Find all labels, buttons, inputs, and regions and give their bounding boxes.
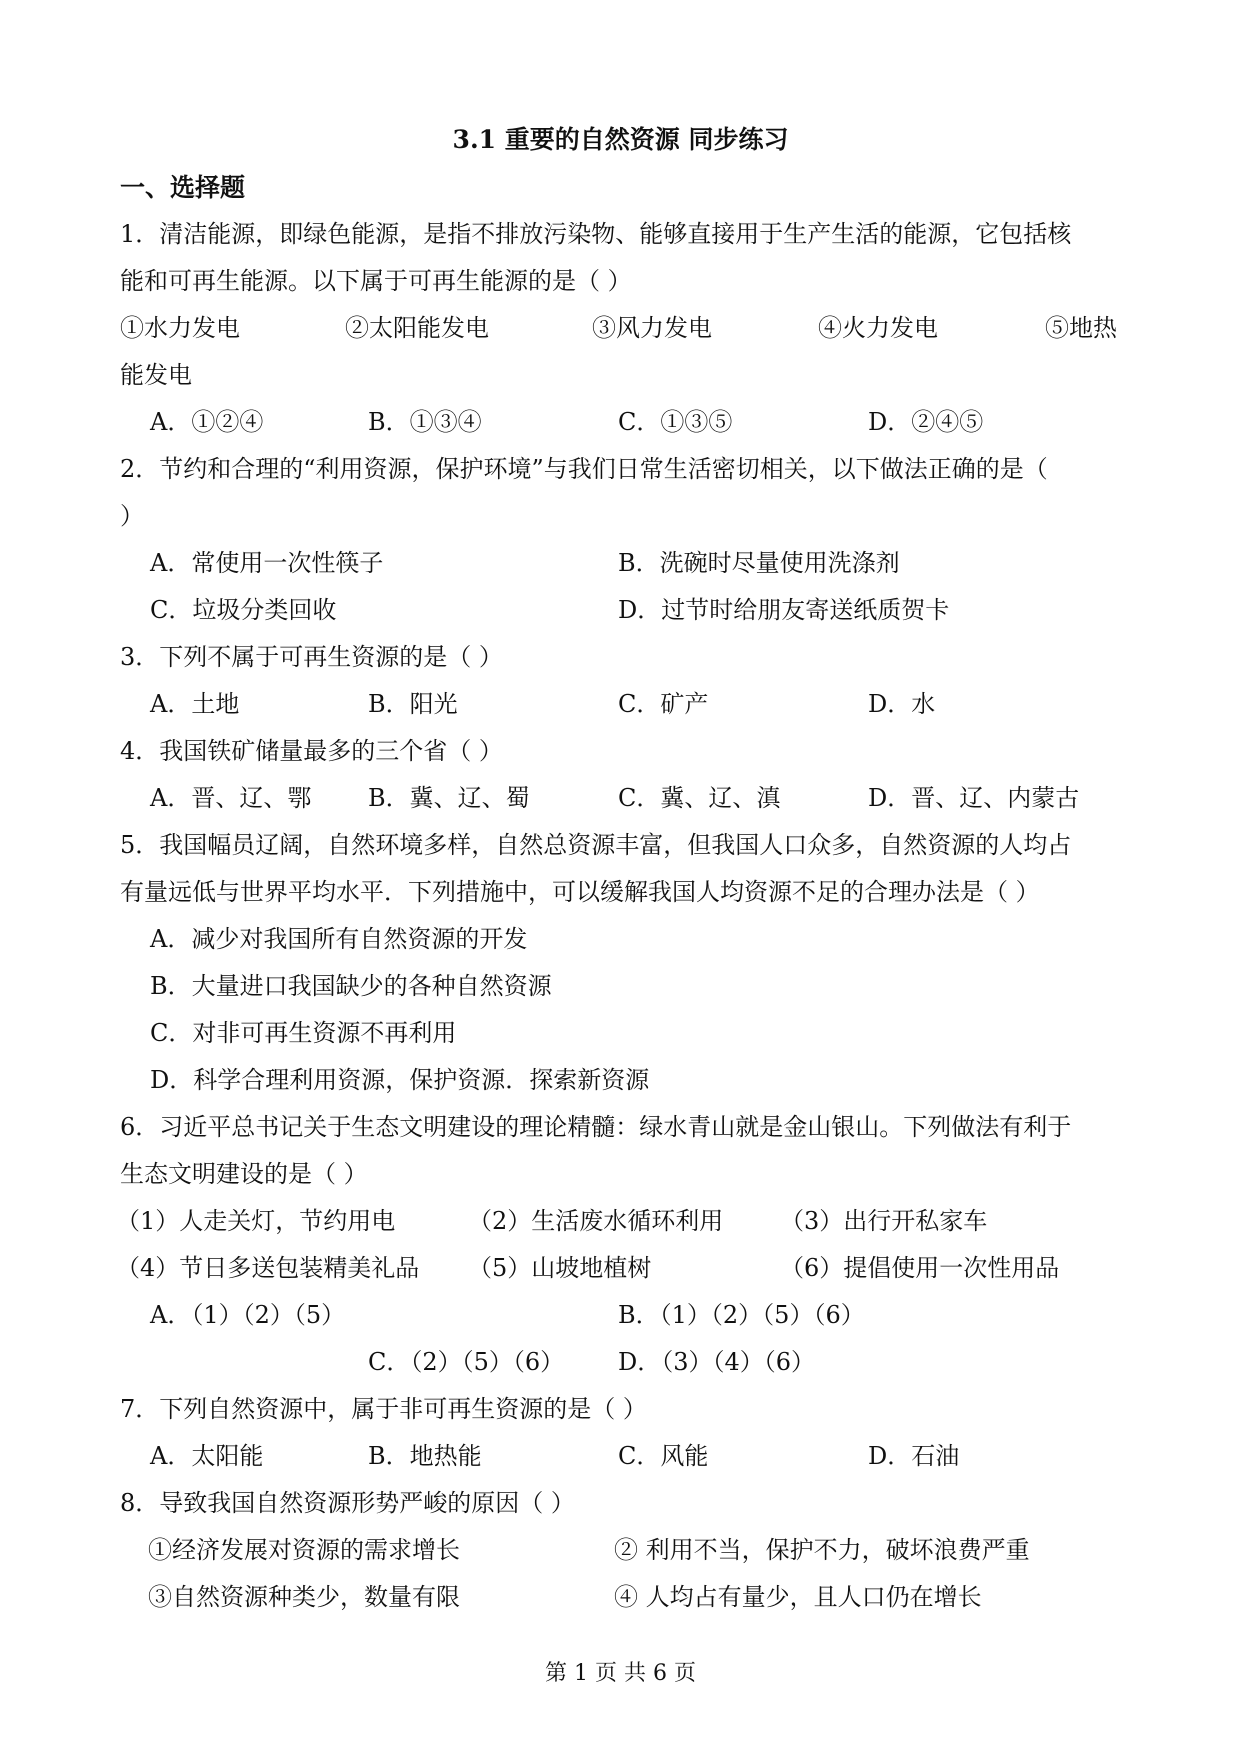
question-1-line-2: 能和可再生能源。以下属于可再生能源的是（ ） — [120, 267, 632, 295]
question-4-option-a: A．晋、辽、鄂 — [150, 784, 312, 812]
question-4-option-d: D．晋、辽、内蒙古 — [868, 784, 1080, 812]
question-1-line-1: 1．清洁能源，即绿色能源，是指不排放污染物、能够直接用于生产生活的能源，它包括核 — [120, 220, 1072, 248]
question-8-item: ④ 人均占有量少，且人口仍在增长 — [614, 1583, 982, 1611]
question-1-item: ②太阳能发电 — [345, 314, 489, 342]
question-1-option-b: B．①③④ — [368, 408, 482, 436]
question-4-option-c: C．冀、辽、滇 — [618, 784, 781, 812]
question-5-option-b: B．大量进口我国缺少的各种自然资源 — [150, 972, 552, 1000]
question-1-item: ③风力发电 — [592, 314, 712, 342]
question-4-option-b: B．冀、辽、蜀 — [368, 784, 530, 812]
question-1-item-cont: 能发电 — [120, 361, 192, 389]
question-2-option-d: D．过节时给朋友寄送纸质贺卡 — [618, 596, 950, 624]
question-6-line-2: 生态文明建设的是（ ） — [120, 1160, 368, 1188]
question-6-item: （4）节日多送包装精美礼品 — [116, 1254, 420, 1282]
page-title: 3.1 重要的自然资源 同步练习 — [452, 125, 789, 154]
question-2-option-b: B．洗碗时尽量使用洗涤剂 — [618, 549, 900, 577]
question-3-line-1: 3．下列不属于可再生资源的是（ ） — [120, 643, 503, 671]
question-7-option-d: D．石油 — [868, 1442, 960, 1470]
question-2-option-c: C．垃圾分类回收 — [150, 596, 337, 624]
question-2-line-1: 2．节约和合理的“利用资源，保护环境”与我们日常生活密切相关，以下做法正确的是（ — [120, 455, 1048, 483]
question-5-option-a: A．减少对我国所有自然资源的开发 — [150, 925, 528, 953]
question-6-item: （3）出行开私家车 — [780, 1207, 988, 1235]
page-footer: 第 1 页 共 6 页 — [545, 1661, 696, 1686]
question-6-item: （5）山坡地植树 — [468, 1254, 652, 1282]
question-7-option-b: B．地热能 — [368, 1442, 482, 1470]
question-6-line-1: 6．习近平总书记关于生态文明建设的理论精髓：绿水青山就是金山银山。下列做法有利于 — [120, 1113, 1072, 1141]
question-8-line-1: 8．导致我国自然资源形势严峻的原因（ ） — [120, 1489, 575, 1517]
question-1-item: ⑤地热 — [1045, 314, 1117, 342]
question-6-option-d: D．（3）（4）（6） — [618, 1348, 816, 1376]
question-1-option-a: A．①②④ — [150, 408, 264, 436]
question-4-line-1: 4．我国铁矿储量最多的三个省（ ） — [120, 737, 503, 765]
question-1-item: ①水力发电 — [120, 314, 240, 342]
question-8-item: ③自然资源种类少，数量有限 — [148, 1583, 460, 1611]
question-6-item: （2）生活废水循环利用 — [468, 1207, 724, 1235]
question-7-option-a: A．太阳能 — [150, 1442, 264, 1470]
question-5-option-d: D．科学合理利用资源，保护资源．探索新资源 — [150, 1066, 650, 1094]
question-6-item: （1）人走关灯，节约用电 — [116, 1207, 396, 1235]
question-1-item: ④火力发电 — [818, 314, 938, 342]
question-6-option-c: C．（2）（5）（6） — [368, 1348, 565, 1376]
question-5-option-c: C．对非可再生资源不再利用 — [150, 1019, 457, 1047]
question-3-option-a: A．土地 — [150, 690, 240, 718]
question-5-line-2: 有量远低与世界平均水平．下列措施中，可以缓解我国人均资源不足的合理办法是（ ） — [120, 878, 1040, 906]
question-5-line-1: 5．我国幅员辽阔，自然环境多样，自然总资源丰富，但我国人口众多，自然资源的人均占 — [120, 831, 1072, 859]
question-7-line-1: 7．下列自然资源中，属于非可再生资源的是（ ） — [120, 1395, 647, 1423]
question-3-option-d: D．水 — [868, 690, 936, 718]
question-2-option-a: A．常使用一次性筷子 — [150, 549, 384, 577]
question-6-option-a: A．（1）（2）（5） — [150, 1301, 346, 1329]
question-7-option-c: C．风能 — [618, 1442, 709, 1470]
question-1-option-d: D．②④⑤ — [868, 408, 984, 436]
question-8-item: ①经济发展对资源的需求增长 — [148, 1536, 460, 1564]
question-2-line-2: ） — [120, 502, 144, 530]
question-6-item: （6）提倡使用一次性用品 — [780, 1254, 1060, 1282]
section-heading: 一、选择题 — [120, 173, 246, 202]
question-8-item: ② 利用不当，保护不力，破坏浪费严重 — [614, 1536, 1030, 1564]
question-3-option-b: B．阳光 — [368, 690, 458, 718]
question-1-option-c: C．①③⑤ — [618, 408, 733, 436]
question-3-option-c: C．矿产 — [618, 690, 709, 718]
question-6-option-b: B．（1）（2）（5）（6） — [618, 1301, 865, 1329]
